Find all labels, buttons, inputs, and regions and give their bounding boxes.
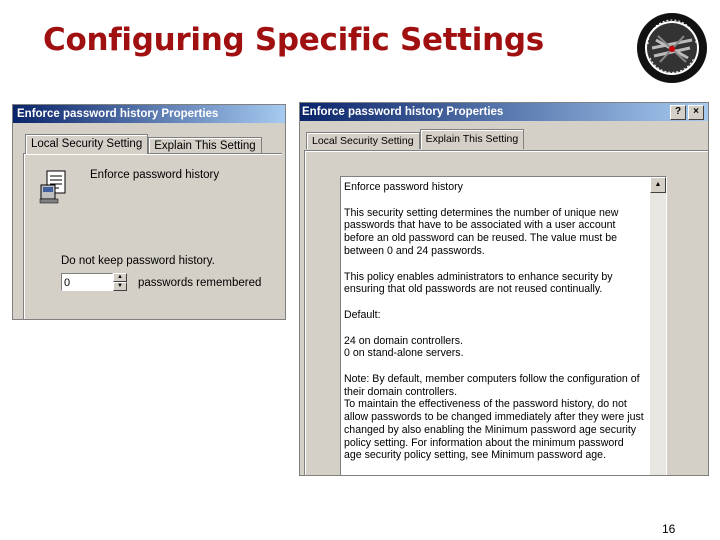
slide-title: Configuring Specific Settings — [43, 22, 544, 58]
explain-text — [344, 181, 644, 462]
spin-up-icon[interactable]: ▲ — [113, 273, 127, 282]
history-status-label: Do not keep password history. — [61, 255, 215, 267]
right-tab-strip — [306, 129, 524, 149]
left-tab-strip — [25, 134, 262, 154]
history-count-input[interactable]: 0 — [61, 273, 113, 291]
close-icon[interactable]: × — [688, 105, 704, 120]
history-count-stepper[interactable] — [61, 273, 127, 291]
page-number: 16 — [662, 522, 676, 536]
titlebar-buttons — [670, 105, 704, 120]
explain-heading: Enforce password history — [344, 181, 463, 193]
scroll-up-icon[interactable]: ▲ — [650, 177, 666, 193]
default-domain-controllers: 24 on domain controllers. — [344, 334, 463, 347]
spin-down-icon[interactable]: ▼ — [113, 282, 127, 291]
csi-seal-logo — [636, 12, 708, 84]
explain-scrollbar[interactable] — [650, 177, 666, 476]
tab-local-security-setting[interactable]: Local Security Setting — [306, 132, 420, 149]
explain-paragraph-1: This security setting determines the number of unique new passwords that have to be associated with a user account before an old password can be reused. The value must be between 0 and 24 passwords. — [344, 206, 619, 257]
right-dialog-title: Enforce password history Properties — [302, 106, 504, 118]
right-properties-dialog — [299, 102, 709, 476]
right-dialog-titlebar — [300, 103, 708, 121]
policy-document-icon — [39, 169, 73, 205]
left-properties-dialog — [12, 104, 286, 320]
default-label: Default: — [344, 308, 381, 321]
policy-name-label: Enforce password history — [90, 169, 220, 181]
spinner-suffix-label: passwords remembered — [138, 277, 262, 289]
note-line-1: Note: By default, member computers follow the configuration of their domain controllers. — [344, 373, 640, 398]
tab-explain-this-setting[interactable]: Explain This Setting — [420, 129, 525, 149]
explain-text-box[interactable] — [340, 176, 667, 476]
help-icon[interactable]: ? — [670, 105, 686, 120]
tab-local-security-setting[interactable]: Local Security Setting — [25, 134, 148, 154]
tab-explain-this-setting[interactable]: Explain This Setting — [148, 137, 261, 154]
left-dialog-titlebar: Enforce password history Properties — [13, 105, 285, 123]
default-stand-alone: 0 on stand-alone servers. — [344, 347, 464, 360]
explain-paragraph-2: This policy enables administrators to enhance security by ensuring that old passwords are not reused continually. — [344, 270, 613, 296]
note-line-2: To maintain the effectiveness of the password history, do not allow passwords to be changed immediately after they were just changed by also enabling the Minimum password age security policy setting. For information about the minimum password age security policy setting, see Minimum password age. — [344, 398, 644, 462]
